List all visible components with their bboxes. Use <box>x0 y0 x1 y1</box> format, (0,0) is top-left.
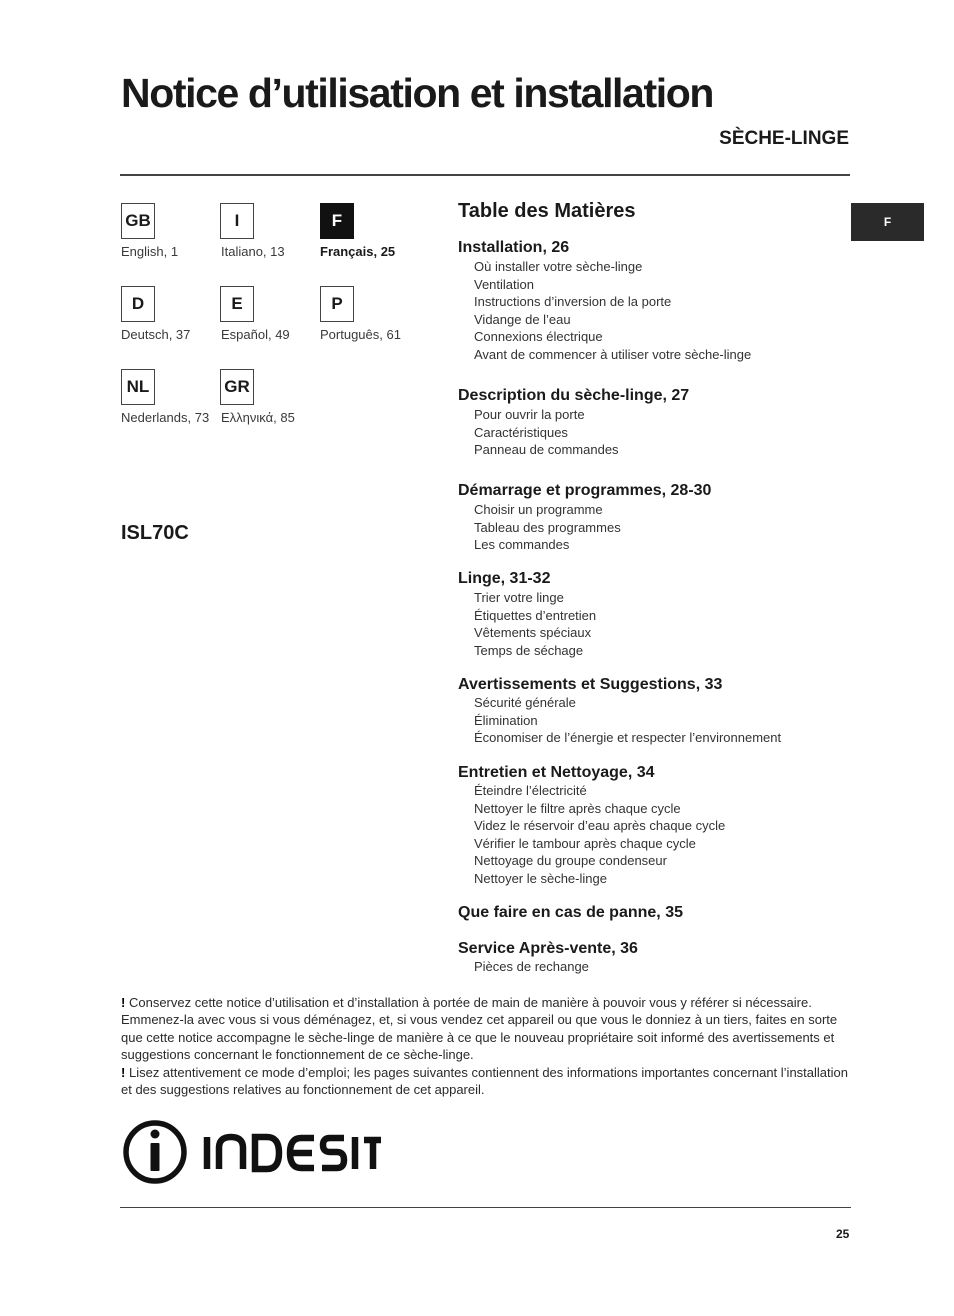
toc-item[interactable]: Sécurité générale <box>474 695 576 710</box>
toc-item[interactable]: Videz le réservoir d’eau après chaque cycle <box>474 818 726 833</box>
lang-code-gr[interactable]: GR <box>220 369 254 405</box>
lang-code-d[interactable]: D <box>121 286 155 322</box>
toc-item[interactable]: Ventilation <box>474 276 534 292</box>
toc-item[interactable]: Vérifier le tambour après chaque cycle <box>474 835 696 851</box>
toc-item[interactable]: Nettoyage du groupe condenseur <box>474 853 667 868</box>
model-number: ISL70C <box>121 522 189 544</box>
indesit-logo <box>121 1117 381 1192</box>
toc-section-linge[interactable]: Linge, 31-32 <box>458 570 551 587</box>
page-number: 25 <box>836 1227 850 1241</box>
toc-item[interactable]: Où installer votre sèche-linge <box>474 259 643 274</box>
toc-section-service[interactable]: Service Après-vente, 36 <box>458 940 638 957</box>
lang-label-greek[interactable]: Ελληνικά, 85 <box>221 410 295 425</box>
lang-label-english[interactable]: English, 1 <box>121 244 179 259</box>
toc-section-panne[interactable]: Que faire en cas de panne, 35 <box>458 904 683 921</box>
toc-item[interactable]: Pour ouvrir la porte <box>474 407 585 422</box>
lang-code-p[interactable]: P <box>320 286 354 322</box>
lang-label-nederlands[interactable]: Nederlands, 73 <box>121 410 210 425</box>
toc-title: Table des Matières <box>458 200 636 222</box>
top-divider <box>120 174 850 176</box>
lang-code-e[interactable]: E <box>220 286 254 322</box>
toc-section-entretien[interactable]: Entretien et Nettoyage, 34 <box>458 764 655 781</box>
lang-code-i[interactable]: I <box>220 203 254 239</box>
toc-item[interactable]: Tableau des programmes <box>474 519 621 535</box>
toc-item[interactable]: Élimination <box>474 712 538 728</box>
toc-item[interactable]: Vêtements spéciaux <box>474 625 592 640</box>
toc-item[interactable]: Étiquettes d’entretien <box>474 607 597 623</box>
lang-code-gb[interactable]: GB <box>121 203 155 239</box>
lang-code-f[interactable]: F <box>320 203 354 239</box>
warning-mark: ! <box>121 995 126 1010</box>
toc-item[interactable]: Temps de séchage <box>474 642 584 658</box>
toc-section-installation[interactable]: Installation, 26 <box>458 239 570 256</box>
toc-item[interactable]: Économiser de l’énergie et respecter l’environnement <box>474 730 782 745</box>
toc-item[interactable]: Les commandes <box>474 537 570 552</box>
language-side-tab: F <box>851 203 924 241</box>
warning-mark: ! <box>121 1064 126 1080</box>
toc-item[interactable]: Trier votre linge <box>474 590 564 605</box>
toc-item[interactable]: Nettoyer le filtre après chaque cycle <box>474 800 681 816</box>
toc-section-demarrage[interactable]: Démarrage et programmes, 28-30 <box>458 482 712 499</box>
toc-item[interactable]: Éteindre l’électricité <box>474 783 587 798</box>
toc-item[interactable]: Avant de commencer à utiliser votre sèche-linge <box>474 346 752 362</box>
safety-notice <box>121 994 851 1098</box>
toc-item[interactable]: Caractéristiques <box>474 424 568 440</box>
toc-section-avertissements[interactable]: Avertissements et Suggestions, 33 <box>458 676 723 693</box>
toc-item[interactable]: Panneau de commandes <box>474 442 619 457</box>
lang-label-francais[interactable]: Français, 25 <box>320 244 396 259</box>
lang-label-portugues[interactable]: Português, 61 <box>320 327 401 342</box>
logo-graphic <box>121 1117 381 1187</box>
notice-paragraph-1: ! Conservez cette notice d’utilisation et d’installation à portée de main de manière à pouvoir vous y référer si nécessaire. Emmenez-la avec vous si vous déménagez, et, si vous vendez cet appareil ou que vous le donniez à un tiers, faites en sorte que cette notice accompagne le sèche-linge de manière à ce que le nouveau propriétaire soit informé des avertissements et suggestions concernant le fonctionnement de ce sèche-linge. <box>121 995 838 1063</box>
bottom-divider <box>120 1207 851 1208</box>
product-subtitle: SÈCHE-LINGE <box>719 128 849 149</box>
page-title: Notice d’utilisation et installation <box>121 70 713 116</box>
lang-label-deutsch[interactable]: Deutsch, 37 <box>121 327 191 342</box>
toc-item[interactable]: Nettoyer le sèche-linge <box>474 870 607 886</box>
lang-label-italiano[interactable]: Italiano, 13 <box>221 244 285 259</box>
toc-item[interactable]: Choisir un programme <box>474 502 603 517</box>
toc-item[interactable]: Instructions d’inversion de la porte <box>474 294 672 309</box>
lang-label-espanol[interactable]: Español, 49 <box>221 327 290 342</box>
toc-section-description[interactable]: Description du sèche-linge, 27 <box>458 387 690 404</box>
toc-item[interactable]: Pièces de rechange <box>474 959 589 974</box>
lang-code-nl[interactable]: NL <box>121 369 155 405</box>
notice-paragraph-2: ! Lisez attentivement ce mode d’emploi; les pages suivantes contiennent des informations importantes concernant l’installation et des suggestions relatives au fonctionnement de cet appareil. <box>121 1064 848 1098</box>
toc-item[interactable]: Connexions électrique <box>474 329 603 344</box>
toc-item[interactable]: Vidange de l’eau <box>474 311 571 327</box>
